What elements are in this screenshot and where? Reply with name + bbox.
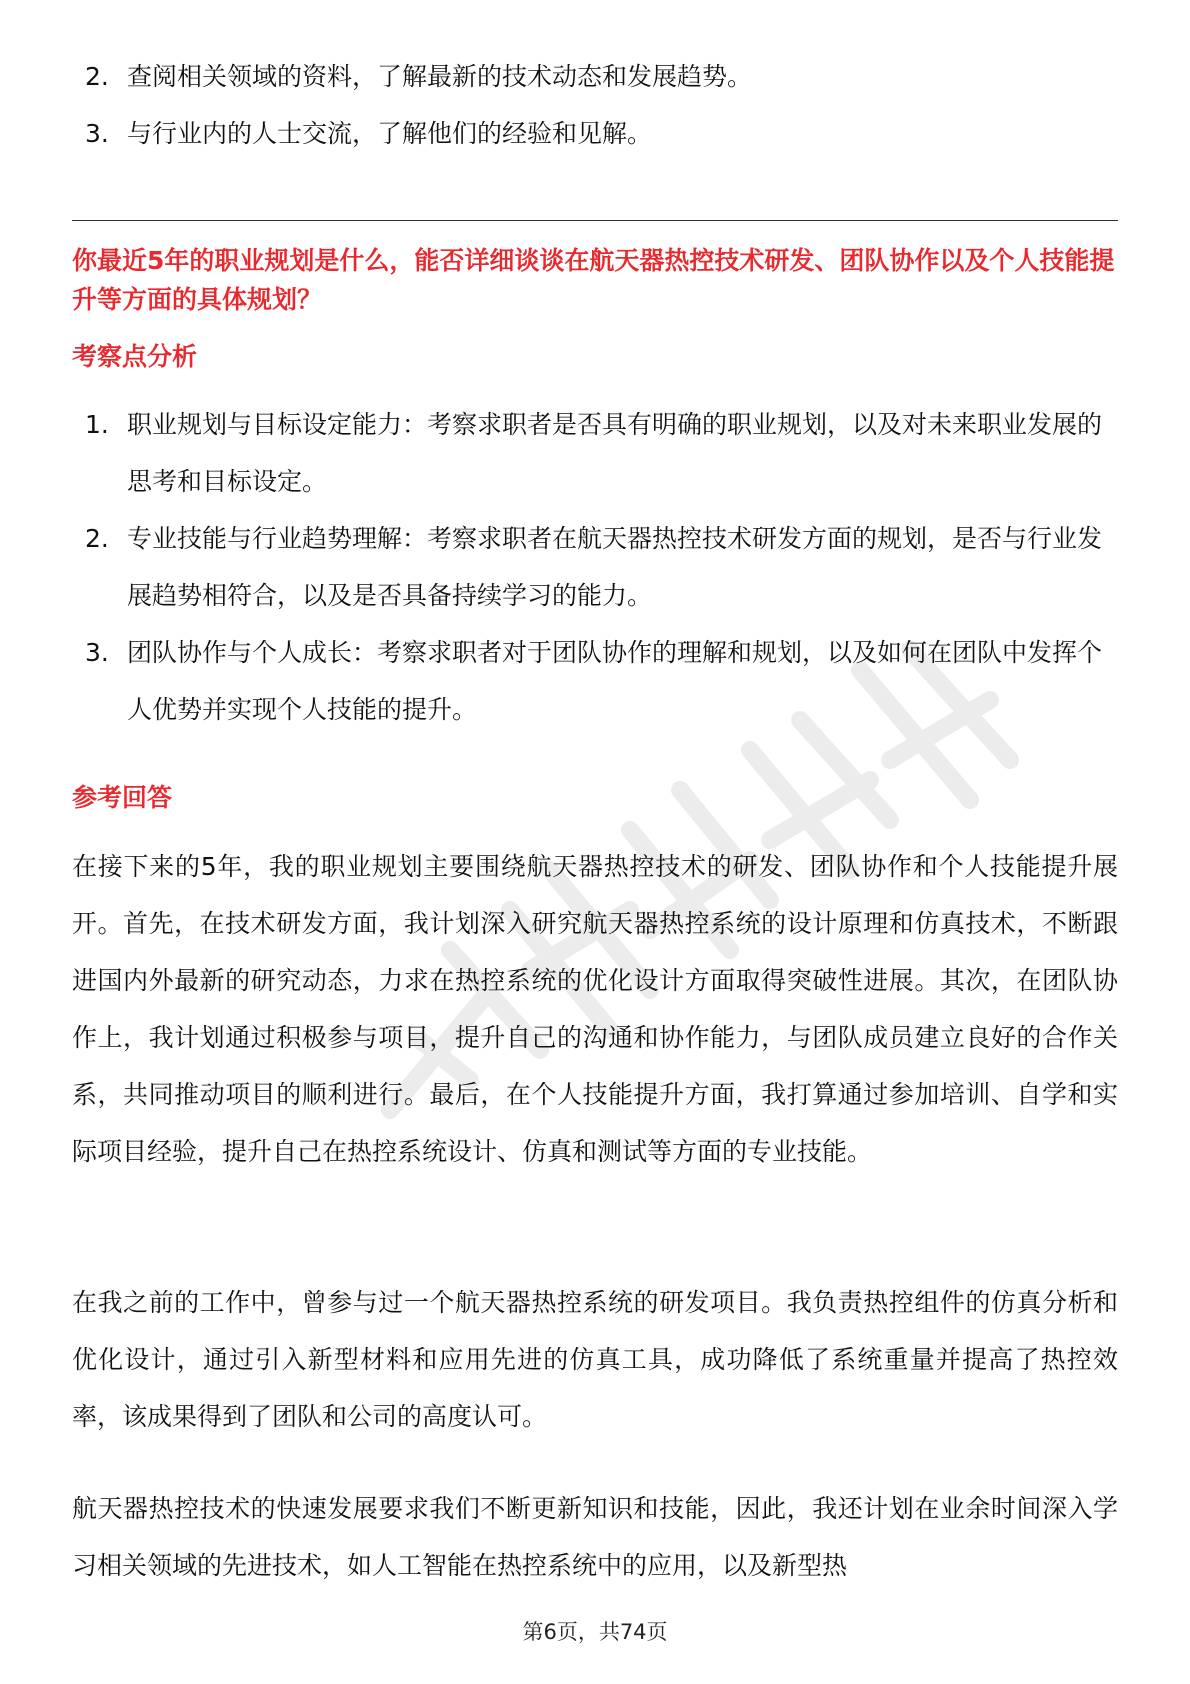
analysis-heading: 考察点分析 — [72, 342, 198, 371]
list-item-number: 3. — [85, 638, 109, 667]
answer-heading: 参考回答 — [72, 783, 173, 812]
section-divider — [72, 220, 1118, 221]
page-footer: 第6页，共74页 — [522, 1620, 668, 1644]
answer-paragraph: 在接下来的5年，我的职业规划主要围绕航天器热控技术的研发、团队协作和个人技能提升展开。首先，在技术研发方面，我计划深入研究航天器热控系统的设计原理和仿真技术，不断跟进国内外最新的研究动态，力求在热控系统的优化设计方面取得突破性进展。其次，在团队协作上，我计划通过积极参与项目，提升自己的沟通和协作能力，与团队成员建立良好的合作关系，共同推动项目的顺利进行。最后，在个人技能提升方面，我打算通过参加培训、自学和实际项目经验，提升自己在热控系统设计、仿真和测试等方面的专业技能。 — [72, 852, 1118, 1166]
list-item-number: 3. — [85, 119, 109, 148]
list-item — [0, 48, 1190, 105]
list-item-text: 与行业内的人士交流，了解他们的经验和见解。 — [127, 119, 653, 148]
top-list — [0, 48, 1190, 162]
list-item — [0, 510, 1190, 624]
analysis-list — [0, 396, 1190, 738]
interview-question: 你最近5年的职业规划是什么，能否详细谈谈在航天器热控技术研发、团队协作以及个人技能提升等方面的具体规划？ — [72, 246, 1115, 314]
list-item — [0, 105, 1190, 162]
answer-paragraph: 在我之前的工作中，曾参与过一个航天器热控系统的研发项目。我负责热控组件的仿真分析和优化设计，通过引入新型材料和应用先进的仿真工具，成功降低了系统重量并提高了热控效率，该成果得到了团队和公司的高度认可。 — [72, 1288, 1118, 1431]
list-item-text: 查阅相关领域的资料，了解最新的技术动态和发展趋势。 — [127, 62, 753, 91]
list-item — [0, 396, 1190, 510]
answer-paragraph: 航天器热控技术的快速发展要求我们不断更新知识和技能，因此，我还计划在业余时间深入学习相关领域的先进技术，如人工智能在热控系统中的应用，以及新型热 — [72, 1494, 1118, 1580]
list-item-number: 2. — [85, 62, 109, 91]
list-item-number: 1. — [85, 410, 109, 439]
list-item-number: 2. — [85, 524, 109, 553]
list-item — [0, 624, 1190, 738]
list-item-text: 专业技能与行业趋势理解：考察求职者在航天器热控技术研发方面的规划，是否与行业发展趋势相符合，以及是否具备持续学习的能力。 — [127, 524, 1103, 610]
list-item-text: 职业规划与目标设定能力：考察求职者是否具有明确的职业规划，以及对未来职业发展的思考和目标设定。 — [127, 410, 1103, 496]
list-item-text: 团队协作与个人成长：考察求职者对于团队协作的理解和规划，以及如何在团队中发挥个人优势并实现个人技能的提升。 — [127, 638, 1103, 724]
